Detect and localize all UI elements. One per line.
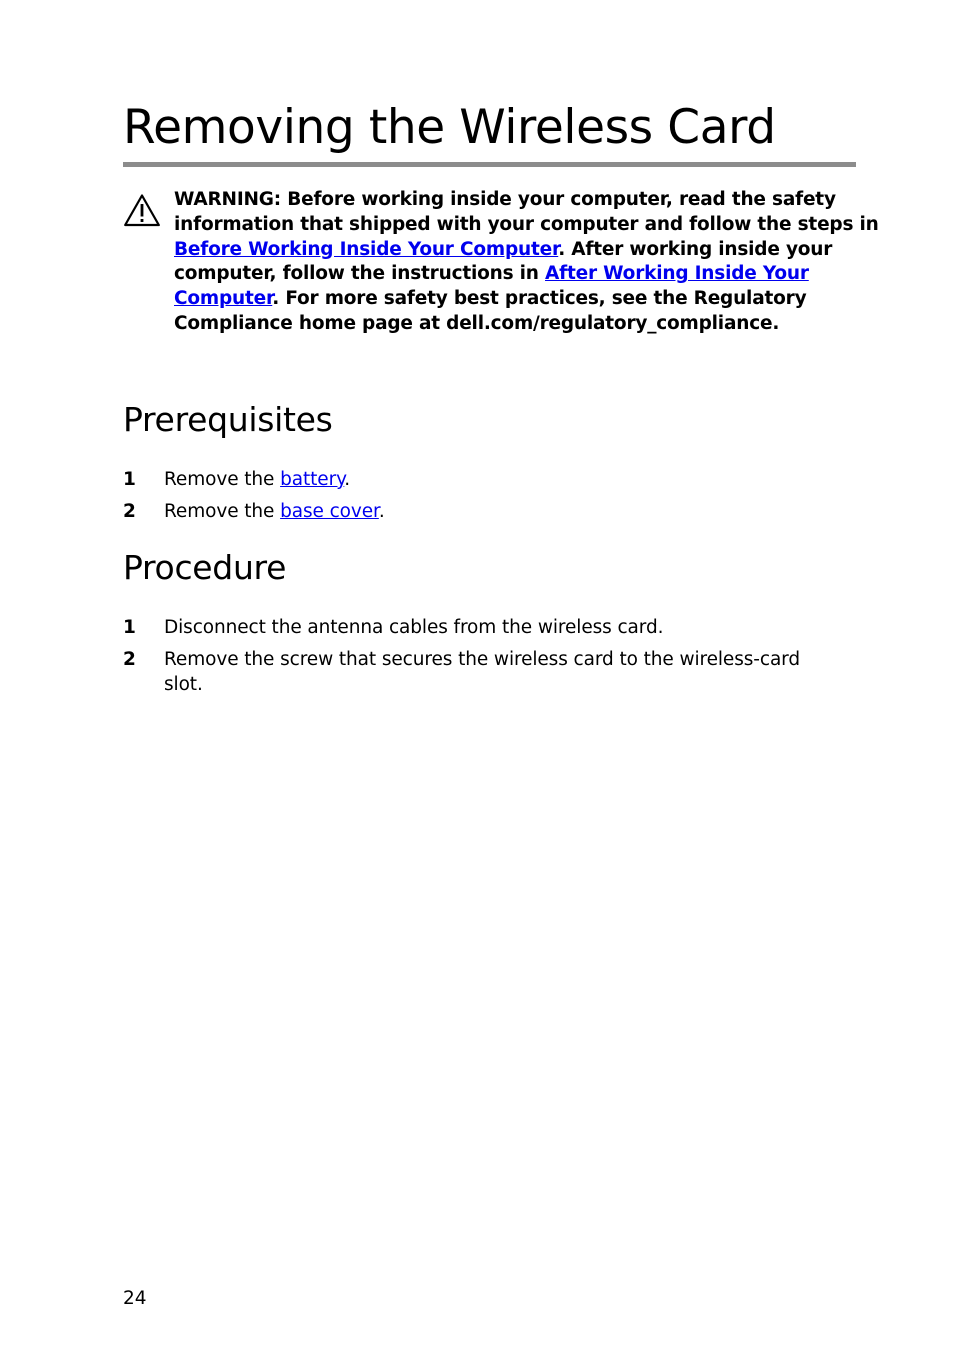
warning-line: . For more safety best practices, see the Regulatory [272,288,807,310]
warning-line: computer, follow the instructions in [174,263,546,285]
step-text: Remove the [164,500,281,522]
step-text: Remove the screw that secures the wireless card to the wireless-card [164,648,801,670]
warning-line: Compliance home page at dell.com/regulatory_compliance. [174,312,780,334]
base-cover-link[interactable]: base cover [280,500,379,522]
warning-text [174,188,879,337]
step-text: . [378,500,385,522]
step-number: 2 [123,500,136,522]
step-number: 1 [123,617,136,638]
warning-line: . After working inside your [558,238,833,260]
warning-triangle-icon [123,193,161,227]
step-number: 2 [123,648,136,670]
list-item [123,615,856,640]
page-number: 24 [123,1288,147,1309]
step-text: Remove the [164,469,281,490]
warning-line: information that shipped with your computer and follow the steps in [174,213,879,235]
step-text: . [344,469,351,490]
list-item [123,467,856,492]
after-working-inside-link[interactable]: After Working Inside Your [545,263,809,285]
procedure-list [123,615,856,703]
page-title: Removing the Wireless Card [123,96,856,167]
before-working-inside-link[interactable]: Before Working Inside Your Computer [174,238,559,260]
warning-line: WARNING: Before working inside your computer, read the safety [174,189,836,210]
step-text: slot. [164,673,203,695]
list-item [123,499,856,524]
prerequisites-heading: Prerequisites [123,400,333,439]
prerequisites-list [123,467,856,530]
step-number: 1 [123,469,136,490]
step-text: Disconnect the antenna cables from the wireless card. [164,617,664,638]
procedure-heading: Procedure [123,548,287,587]
after-working-inside-link-continued[interactable]: Computer [174,288,273,310]
battery-link[interactable]: battery [280,469,345,490]
list-item [123,647,856,697]
